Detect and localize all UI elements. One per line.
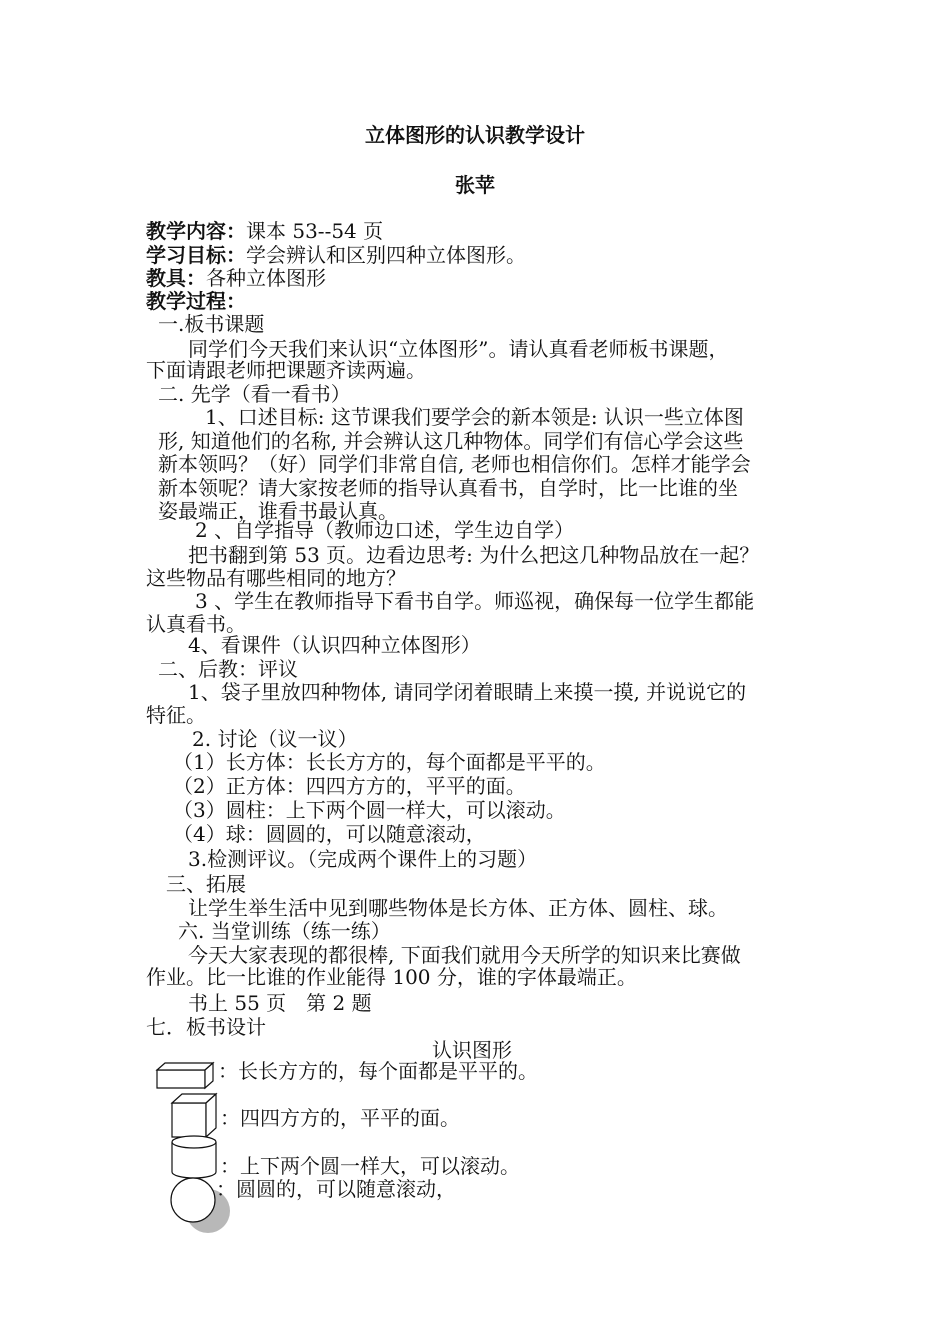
learning-goal-label: 学习目标： xyxy=(146,243,246,267)
text-line: 七．板书设计 xyxy=(146,1015,266,1039)
text-line: 2. 讨论（议一议） xyxy=(192,727,358,751)
text-line: 二、后教：评议 xyxy=(158,657,298,681)
board-cylinder-text: ：上下两个圆一样大，可以滚动。 xyxy=(220,1154,520,1178)
text-line: 这些物品有哪些相同的地方？ xyxy=(146,566,406,590)
text-line: 作业。比一比谁的作业能得 100 分，谁的字体最端正。 xyxy=(146,965,637,989)
cuboid-icon xyxy=(155,1060,217,1090)
text-line: 今天大家表现的都很棒, 下面我们就用今天所学的知识来比赛做 xyxy=(188,943,741,967)
text-line: 三、拓展 xyxy=(166,872,246,896)
teaching-content-label: 教学内容： xyxy=(146,219,246,243)
teaching-content-value: 课本 53--54 页 xyxy=(246,219,384,243)
document-title: 立体图形的认识教学设计 xyxy=(365,123,585,147)
text-line: 新本领吗？（好）同学们非常自信, 老师也相信你们。怎样才能学会 xyxy=(158,452,751,476)
text-line: （4）球：圆圆的，可以随意滚动， xyxy=(173,822,486,846)
teaching-content xyxy=(146,219,383,243)
board-cuboid-text: ：长长方方的，每个面都是平平的。 xyxy=(218,1059,538,1083)
teaching-tools-value: 各种立体图形 xyxy=(206,266,326,290)
text-line: 六. 当堂训练（练一练） xyxy=(178,919,391,943)
text-line: 2 、自学指导（教师边口述，学生边自学） xyxy=(195,518,575,542)
author-name: 张苹 xyxy=(455,173,495,197)
cylinder-icon xyxy=(170,1134,220,1182)
text-line: 同学们今天我们来认识“立体图形”。请认真看老师板书课题， xyxy=(188,337,729,361)
text-line: 一.板书课题 xyxy=(158,312,265,336)
text-line: 1、袋子里放四种物体, 请同学闭着眼睛上来摸一摸, 并说说它的 xyxy=(188,680,747,704)
text-line: 4、看课件（认识四种立体图形） xyxy=(188,633,481,657)
text-line: 认真看书。 xyxy=(146,612,246,636)
board-sphere-text: ：圆圆的，可以随意滚动， xyxy=(216,1177,456,1201)
text-line: 让学生举生活中见到哪些物体是长方体、正方体、圆柱、球。 xyxy=(188,896,728,920)
text-line: 特征。 xyxy=(146,703,206,727)
text-line: 1、口述目标: 这节课我们要学会的新本领是: 认识一些立体图 xyxy=(205,405,744,429)
text-line: 3 、学生在教师指导下看书自学。师巡视，确保每一位学生都能 xyxy=(195,589,755,613)
text-line: 新本领呢？请大家按老师的指导认真看书，自学时，比一比谁的坐 xyxy=(158,476,738,500)
text-line: 形, 知道他们的名称, 并会辨认这几种物体。同学们有信心学会这些 xyxy=(158,429,744,453)
text-line: 下面请跟老师把课题齐读两遍。 xyxy=(146,358,426,382)
teaching-tools-label: 教具： xyxy=(146,266,206,290)
learning-goal xyxy=(146,243,526,267)
board-title: 认识图形 xyxy=(432,1038,512,1062)
text-line: 姿最端正，谁看书最认真。 xyxy=(158,499,398,523)
text-line: （3）圆柱：上下两个圆一样大，可以滚动。 xyxy=(173,798,566,822)
learning-goal-value: 学会辨认和区别四种立体图形。 xyxy=(246,243,526,267)
text-line: 二. 先学（看一看书） xyxy=(158,382,351,406)
text-line: 书上 55 页 第 2 题 xyxy=(188,991,372,1015)
text-line: 3.检测评议。（完成两个课件上的习题） xyxy=(188,847,538,871)
text-line: 把书翻到第 53 页。边看边思考: 为什么把这几种物品放在一起？ xyxy=(188,543,760,567)
board-cube-text: ：四四方方的，平平的面。 xyxy=(220,1106,460,1130)
teaching-tools xyxy=(146,266,326,290)
text-line: （2）正方体：四四方方的，平平的面。 xyxy=(173,774,526,798)
teaching-process-label: 教学过程： xyxy=(146,289,246,313)
text-line: （1）长方体：长长方方的，每个面都是平平的。 xyxy=(173,750,606,774)
